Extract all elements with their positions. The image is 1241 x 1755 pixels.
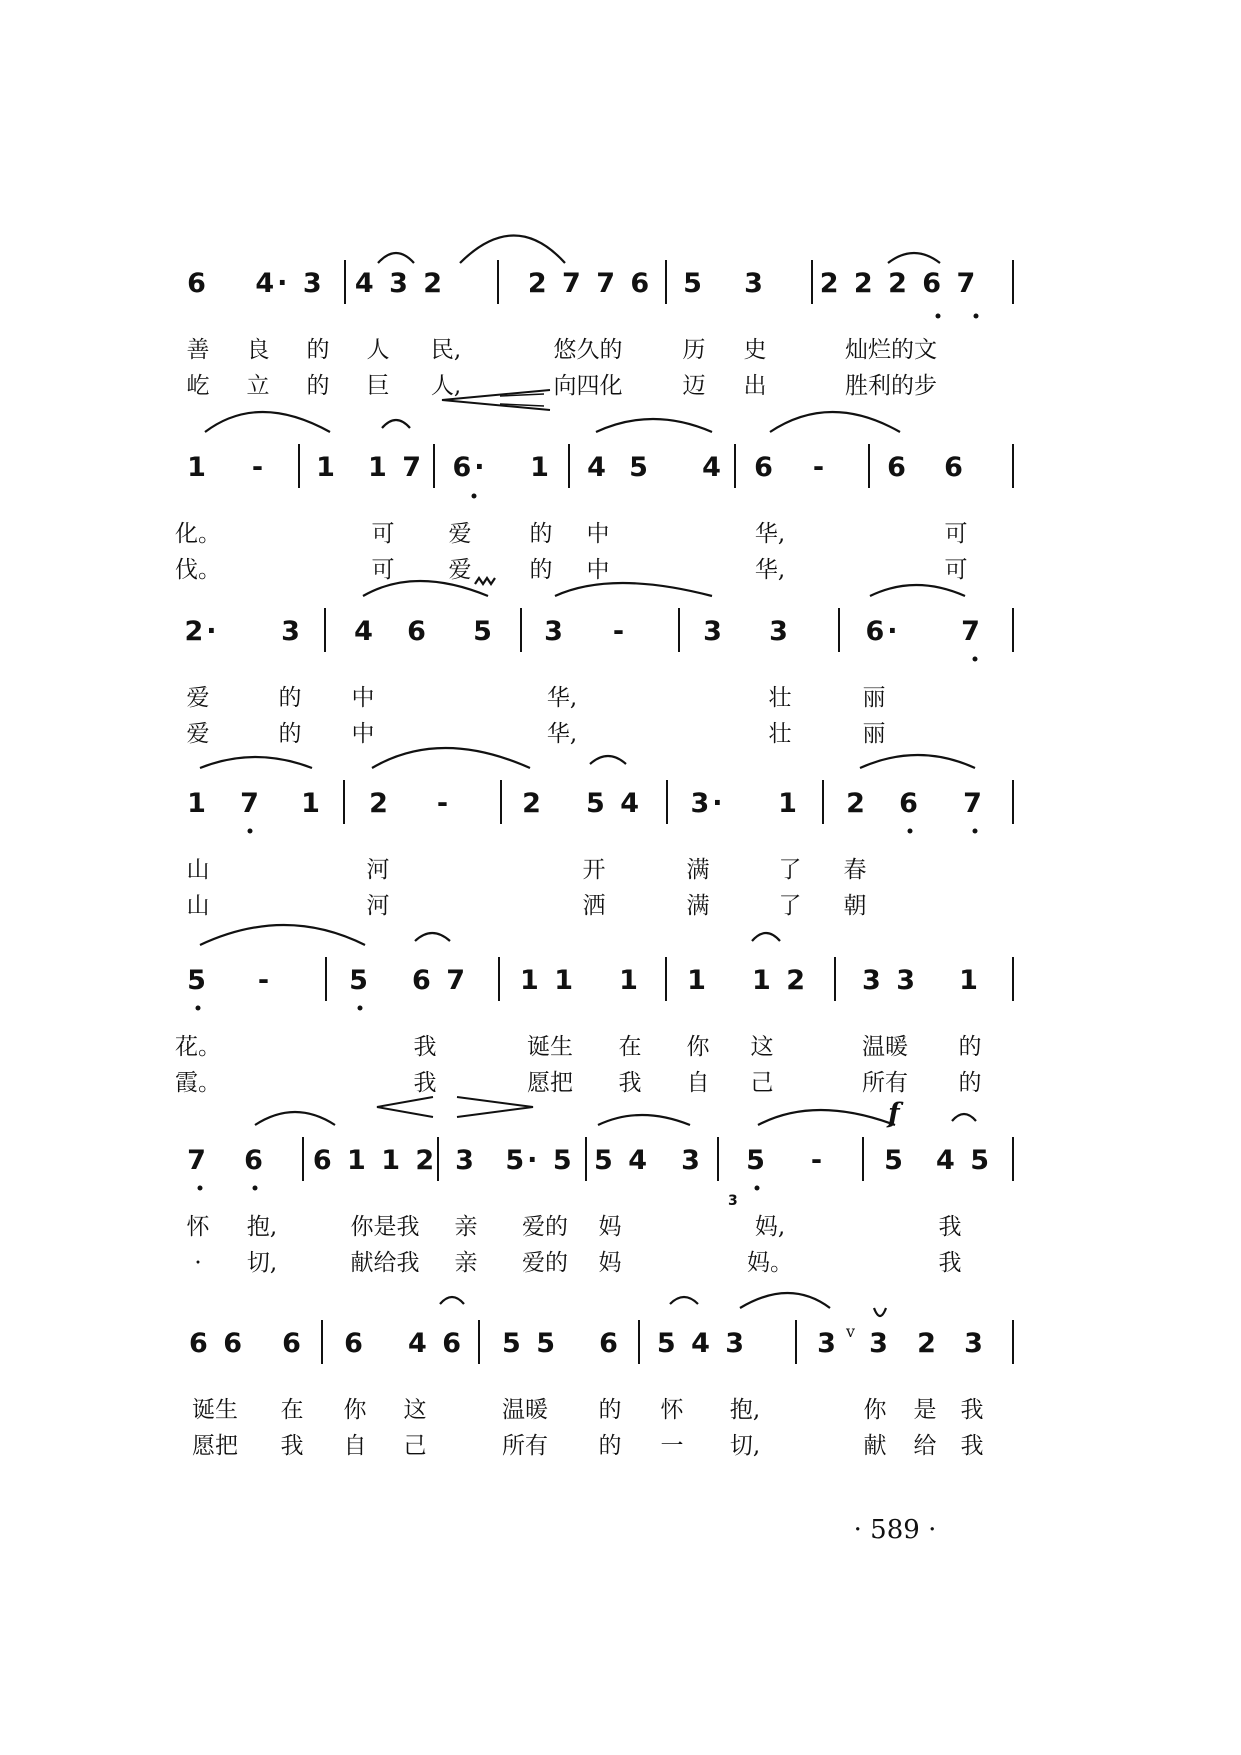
barline	[868, 444, 870, 488]
lyric: 爱的	[522, 1250, 568, 1276]
lyric: 诞生	[192, 1397, 238, 1423]
lyric: 怀	[186, 1214, 210, 1240]
note: 1	[959, 965, 981, 996]
note: 2	[917, 1328, 939, 1359]
barline	[665, 260, 667, 304]
lyric: 民,	[430, 337, 462, 363]
lyric: 人,	[430, 373, 462, 399]
lyric: 中	[351, 685, 375, 711]
lyric: 良	[246, 337, 270, 363]
note: 3	[744, 268, 766, 299]
barline	[1012, 608, 1014, 652]
note: -	[612, 616, 628, 647]
lyric: 史	[743, 337, 767, 363]
staff-system-2	[0, 392, 1241, 583]
barline	[478, 1320, 480, 1364]
barline	[638, 1320, 640, 1364]
jianpu-notes	[0, 266, 1241, 306]
lyric: 满	[686, 857, 710, 883]
barline	[437, 1137, 439, 1181]
lyric: 抱,	[729, 1397, 761, 1423]
jianpu-notes	[0, 450, 1241, 490]
jianpu-notes	[0, 614, 1241, 654]
note: 1	[619, 965, 641, 996]
lyric: 河	[366, 893, 390, 919]
lyric: 满	[686, 893, 710, 919]
lyric: 你	[343, 1397, 367, 1423]
jianpu-notes	[0, 1326, 1241, 1366]
note: 2	[369, 788, 391, 819]
lyric: 华,	[546, 685, 578, 711]
lyric: 朝	[843, 893, 867, 919]
lyric: 中	[351, 721, 375, 747]
lyric: 在	[280, 1397, 304, 1423]
lyrics-verse-1	[0, 1211, 1241, 1245]
lyric: 这	[403, 1397, 427, 1423]
jianpu-notes	[0, 1143, 1241, 1209]
lyric: 所有	[862, 1070, 908, 1096]
lyric: 自	[343, 1433, 367, 1459]
note: 2 7 7 6	[527, 268, 653, 299]
lyric: 己	[750, 1070, 774, 1096]
lyric: 愿把	[192, 1433, 238, 1459]
barline	[795, 1320, 797, 1364]
note: -	[251, 452, 267, 483]
lyric: 化。	[175, 521, 221, 547]
note: 5 4	[586, 788, 642, 819]
note: 5	[473, 616, 495, 647]
barline	[344, 260, 346, 304]
note: 4	[587, 452, 609, 483]
note: 6	[944, 452, 966, 483]
lyric: 善	[186, 337, 210, 363]
lyric: 巨	[366, 373, 390, 399]
lyric: 我	[960, 1397, 984, 1423]
barline	[665, 957, 667, 1001]
lyric: 是	[913, 1397, 937, 1423]
staff-system-5	[0, 905, 1241, 1096]
note: 6	[599, 1328, 621, 1359]
lyric: 愿把	[527, 1070, 573, 1096]
barline	[666, 780, 668, 824]
barline	[520, 608, 522, 652]
lyric: 人	[366, 337, 390, 363]
lyric: 我	[938, 1214, 962, 1240]
note: 4 5	[936, 1145, 992, 1176]
lyric: 可	[371, 557, 395, 583]
lyric: 花。	[175, 1034, 221, 1060]
lyric: 了	[778, 893, 802, 919]
lyric: 亲	[454, 1214, 478, 1240]
note: 6·	[865, 616, 901, 647]
lyric: 迈	[682, 373, 706, 399]
lyric: 的	[306, 337, 330, 363]
barline	[302, 1137, 304, 1181]
lyric: 诞生	[527, 1034, 573, 1060]
note: 5 4	[594, 1145, 650, 1176]
lyric: 这	[750, 1034, 774, 1060]
note: 6·	[452, 452, 488, 483]
breath-mark: v	[846, 1322, 856, 1341]
lyric: 中	[586, 557, 610, 583]
lyrics-verse-1	[0, 682, 1241, 716]
note: -	[257, 965, 273, 996]
lyric: 爱	[448, 557, 472, 583]
barline	[1012, 957, 1014, 1001]
note: 5· 5	[505, 1145, 575, 1176]
barline	[324, 608, 326, 652]
lyric: 你	[863, 1397, 887, 1423]
barline	[433, 444, 435, 488]
note: 1	[530, 452, 552, 483]
grace-note: 3	[728, 1193, 738, 1209]
barline	[734, 444, 736, 488]
lyric: 自	[686, 1070, 710, 1096]
lyric: ·	[194, 1250, 202, 1276]
note: 3	[703, 616, 725, 647]
lyric: 历	[682, 337, 706, 363]
lyrics-verse-1	[0, 854, 1241, 888]
lyric: 山	[186, 857, 210, 883]
note: 4· 3	[255, 268, 325, 299]
lyric: 在	[618, 1034, 642, 1060]
jianpu-notes	[0, 786, 1241, 826]
note: 3	[544, 616, 566, 647]
note: 6	[887, 452, 909, 483]
note: 3	[769, 616, 791, 647]
lyric: 我	[960, 1433, 984, 1459]
barline	[497, 260, 499, 304]
staff-system-1	[0, 208, 1241, 399]
lyric: 灿烂的文	[845, 337, 937, 363]
barline	[1012, 1320, 1014, 1364]
lyric: 你	[686, 1034, 710, 1060]
lyric: 丽	[862, 721, 886, 747]
note: 6	[187, 268, 209, 299]
note: 3	[964, 1328, 986, 1359]
barline	[1012, 444, 1014, 488]
lyric: 切,	[246, 1250, 278, 1276]
lyric: 妈,	[754, 1214, 786, 1240]
note: 1 7	[368, 452, 424, 483]
lyric: 胜利的步	[845, 373, 937, 399]
lyric: 我	[618, 1070, 642, 1096]
lyrics-verse-1	[0, 518, 1241, 552]
note: 6	[899, 788, 921, 819]
lyric: 温暖	[502, 1397, 548, 1423]
lyric: 的	[598, 1433, 622, 1459]
lyric: 我	[938, 1250, 962, 1276]
lyric: 爱	[448, 521, 472, 547]
note: 7	[961, 616, 983, 647]
lyric: 的	[958, 1034, 982, 1060]
staff-system-3	[0, 556, 1241, 747]
barline	[325, 957, 327, 1001]
lyric: 壮	[768, 685, 792, 711]
note: 1	[687, 965, 709, 996]
note: 2	[846, 788, 868, 819]
lyric: 妈	[598, 1250, 622, 1276]
lyrics-verse-1	[0, 1031, 1241, 1065]
note: 2·	[184, 616, 220, 647]
barline	[585, 1137, 587, 1181]
lyric: 了	[778, 857, 802, 883]
note: 1	[778, 788, 800, 819]
lyric: 亲	[454, 1250, 478, 1276]
lyric: 霞。	[175, 1070, 221, 1096]
note: 5	[187, 965, 209, 996]
lyric: 妈	[598, 1214, 622, 1240]
lyric: 我	[280, 1433, 304, 1459]
lyric: 山	[186, 893, 210, 919]
barline	[498, 957, 500, 1001]
note: 6	[244, 1145, 266, 1176]
lyrics-verse-1	[0, 1394, 1241, 1428]
note: 1	[316, 452, 338, 483]
lyric: 怀	[660, 1397, 684, 1423]
note: 3 3	[862, 965, 918, 996]
lyrics-verse-1	[0, 334, 1241, 368]
lyric: 立	[246, 373, 270, 399]
lyric: 春	[843, 857, 867, 883]
barline	[717, 1137, 719, 1181]
barline	[1012, 1137, 1014, 1181]
lyric: 华,	[754, 521, 786, 547]
lyric: 妈。	[747, 1250, 793, 1276]
note: 5 5	[502, 1328, 558, 1359]
staff-system-6	[0, 1085, 1241, 1276]
note: 7	[240, 788, 262, 819]
lyric: 己	[403, 1433, 427, 1459]
lyric: 献给我	[350, 1250, 420, 1276]
barline	[321, 1320, 323, 1364]
lyric: 华,	[546, 721, 578, 747]
lyric: 给	[913, 1433, 937, 1459]
note: 7	[187, 1145, 209, 1176]
note: -	[436, 788, 452, 819]
lyric: 出	[743, 373, 767, 399]
lyric: 的	[529, 521, 553, 547]
note: 4	[702, 452, 724, 483]
lyric: 的	[598, 1397, 622, 1423]
note: 3	[869, 1328, 891, 1359]
lyric: 爱	[186, 721, 210, 747]
lyric: 壮	[768, 721, 792, 747]
note: -	[812, 452, 828, 483]
note: 5 4 3	[656, 1328, 748, 1359]
note: 3	[817, 1328, 839, 1359]
lyric: 中	[586, 521, 610, 547]
lyric: 华,	[754, 557, 786, 583]
note: 6	[754, 452, 776, 483]
note: 4 6	[408, 1328, 464, 1359]
note: 6 1 1 2	[312, 1145, 438, 1176]
lyric: 爱的	[522, 1214, 568, 1240]
barline	[1012, 260, 1014, 304]
lyric: 向四化	[553, 373, 623, 399]
note: 6	[407, 616, 429, 647]
note: 2 2 2 6 7	[819, 268, 979, 299]
barline	[298, 444, 300, 488]
barline	[500, 780, 502, 824]
jianpu-notes	[0, 963, 1241, 1003]
note: 3	[455, 1145, 477, 1176]
lyric: 的	[958, 1070, 982, 1096]
note: 6	[282, 1328, 304, 1359]
barline	[568, 444, 570, 488]
barline	[811, 260, 813, 304]
note: -	[810, 1145, 826, 1176]
note: 6 7	[412, 965, 468, 996]
barline	[862, 1137, 864, 1181]
barline	[838, 608, 840, 652]
note: 5	[746, 1145, 768, 1176]
note: 1	[187, 452, 209, 483]
lyric: 丽	[862, 685, 886, 711]
note: 5	[629, 452, 651, 483]
note: 5	[349, 965, 371, 996]
lyric: 的	[278, 685, 302, 711]
lyric: 洒	[582, 893, 606, 919]
note: 1	[187, 788, 209, 819]
lyric: 抱,	[246, 1214, 278, 1240]
lyric: 我	[413, 1070, 437, 1096]
lyric: 伐。	[175, 557, 221, 583]
note: 3	[681, 1145, 703, 1176]
note: 4	[354, 616, 376, 647]
barline	[343, 780, 345, 824]
note: 6	[344, 1328, 366, 1359]
note: 6 6	[189, 1328, 245, 1359]
note: 3	[281, 616, 303, 647]
lyric: 温暖	[862, 1034, 908, 1060]
barline	[1012, 780, 1014, 824]
lyric: 屹	[186, 373, 210, 399]
lyric: 开	[582, 857, 606, 883]
lyric: 的	[529, 557, 553, 583]
note: 5	[884, 1145, 906, 1176]
lyric: 可	[944, 557, 968, 583]
lyric: 的	[306, 373, 330, 399]
barline	[822, 780, 824, 824]
lyric: 可	[944, 521, 968, 547]
lyric: 所有	[502, 1433, 548, 1459]
lyrics-verse-2	[0, 1430, 1241, 1464]
lyric: 我	[413, 1034, 437, 1060]
lyric: 切,	[729, 1433, 761, 1459]
note: 2	[522, 788, 544, 819]
lyric: 悠久的	[553, 337, 623, 363]
staff-system-4	[0, 728, 1241, 919]
lyric: 献	[863, 1433, 887, 1459]
note: 3·	[690, 788, 726, 819]
barline	[678, 608, 680, 652]
forte-dynamic: f	[888, 1098, 900, 1129]
note: 1 1	[520, 965, 576, 996]
lyric: 爱	[186, 685, 210, 711]
lyric: 你是我	[350, 1214, 420, 1240]
note: 7	[963, 788, 985, 819]
note: 4 3 2	[354, 268, 446, 299]
lyric: 可	[371, 521, 395, 547]
page-number: · 589 ·	[853, 1515, 937, 1545]
lyric: 一	[660, 1433, 684, 1459]
barline	[834, 957, 836, 1001]
lyric: 河	[366, 857, 390, 883]
staff-system-7	[0, 1268, 1241, 1459]
note: 5	[683, 268, 705, 299]
note: 1	[301, 788, 323, 819]
lyric: 的	[278, 721, 302, 747]
note: 1 2	[752, 965, 808, 996]
